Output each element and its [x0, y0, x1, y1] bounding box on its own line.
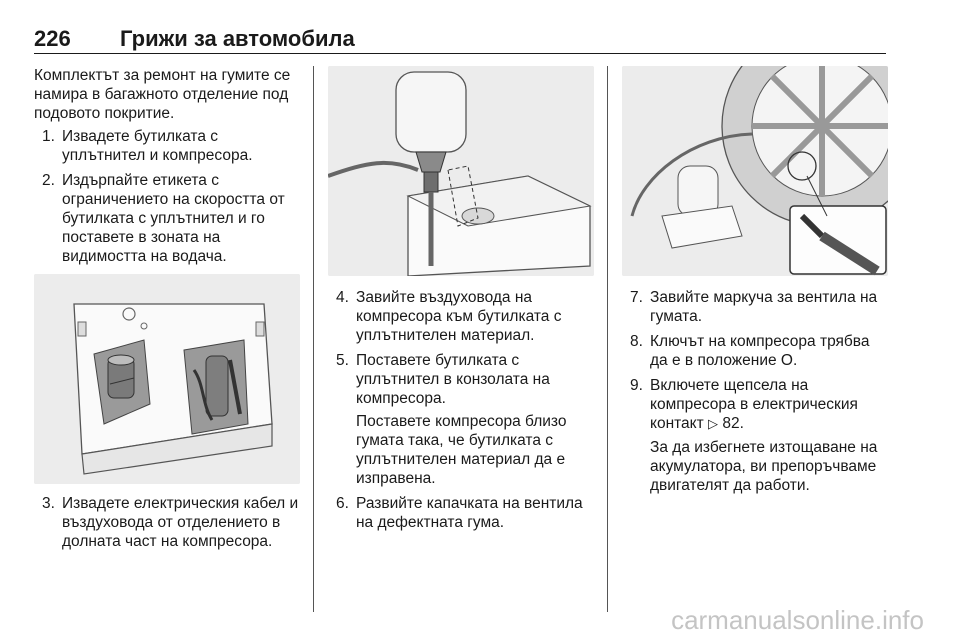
page-reference-link[interactable]: 82.: [718, 415, 744, 432]
watermark: carmanualsonline.info: [671, 605, 924, 635]
intro-paragraph: Комплектът за ремонт на гумите се намира в багажното отделение под подовото покритие.: [34, 67, 291, 122]
step-item: 2. Издърпайте етикета с ограничението на скоростта от бутилката с уплътнител и го поставете в зоната на видимостта на водача.: [42, 172, 285, 265]
step-item: 6. Развийте капачката на вентила на дефектната гума.: [336, 495, 583, 531]
column-divider: [607, 66, 608, 612]
step-item: 1. Извадете бутилката с уплътнител и компресора.: [42, 128, 253, 164]
step-item: 9. Включете щепсела на компресора в електрическия контакт ▷ 82. За да избегнете изтощаване на акумулатора, ви препоръчваме двигателят да работи.: [622, 376, 888, 495]
page-header: [34, 26, 886, 54]
page-number: 226: [34, 26, 71, 51]
switch-off-symbol: O: [780, 352, 793, 369]
step-item: 7. Завийте маркуча за вентила на гумата.: [630, 289, 878, 325]
column-2: [328, 66, 594, 538]
page-reference-icon[interactable]: ▷: [708, 417, 719, 432]
compressor-kit-drawing: [34, 274, 300, 484]
step-item: 3. Извадете електрическия кабел и въздуховода от отделението в долната част на компресора.: [42, 495, 299, 550]
step-item: 4. Завийте въздуховода на компресора към бутилката с уплътнителен материал.: [336, 289, 562, 344]
step-item: 8. Ключът на компресора трябва да е в положение O.: [630, 333, 870, 369]
column-divider: [313, 66, 314, 612]
column-1: [34, 66, 300, 557]
section-title: Грижи за автомобила: [120, 26, 355, 51]
illustration-compressor-kit: [34, 274, 300, 484]
step-note: За да избегнете изтощаване на акумулатора, ви препоръчваме двигателят да работи.: [650, 439, 878, 494]
step-item: 5. Поставете бутилката с уплътнител в конзолата на компресора. Поставете компресора близо гумата така, че бутилката с уплътнителен материал да е изправена.: [328, 351, 594, 488]
column-3: [622, 66, 888, 501]
step-note: Поставете компресора близо гумата така, че бутилката с уплътнителен материал да е изправена.: [356, 413, 567, 487]
